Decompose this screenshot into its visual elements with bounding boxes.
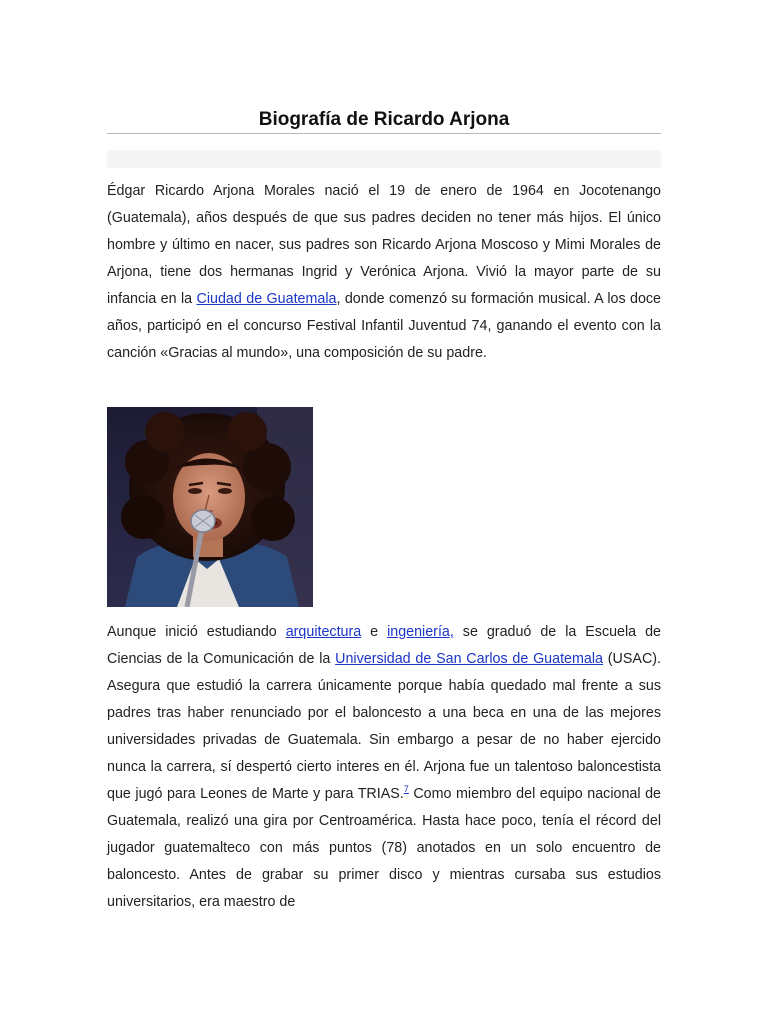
paragraph-text: se graduó de la Escuela de Ciencias de la Comunicación de la (107, 624, 661, 667)
link-arquitectura[interactable]: arquitectura (285, 624, 362, 640)
paragraph-text: , donde comenzó su formación musical. A los doce años, participó en el concurso Festival Infantil Juventud 74, ganando el evento con la canción «Gracias al mundo», una composición de su padre. (107, 291, 661, 361)
link-ingenieria[interactable]: ingeniería, (387, 624, 454, 640)
paragraph-text: e (361, 624, 388, 640)
ricardo-arjona-photo (107, 407, 313, 607)
page-title: Biografía de Ricardo Arjona (258, 109, 510, 130)
paragraph-text: (USAC). Asegura que estudió la carrera únicamente porque había quedado mal frente a sus padres tras haber renunciado por el baloncesto a una beca en una de las mejores universidades privadas de Guatemala. Sin embargo a pesar de no haber ejercido nunca la carrera, sí despertó cierto interes en él. Arjona fue un talentoso baloncestista que jugó para Leones de Marte y para TRIAS. (107, 651, 662, 802)
link-universidad-san-carlos[interactable]: Universidad de San Carlos de Guatemala (335, 651, 604, 667)
paragraph-text: Como miembro del equipo nacional de Guatemala, realizó una gira por Centroamérica. Hasta hace poco, tenía el récord del jugador guatemalteco con más puntos (78) anotados en un solo encuentro de baloncesto. Antes de grabar su primer disco y mientras cursaba sus estudios universitarios, era maestro de (107, 786, 661, 910)
gray-band (107, 150, 661, 168)
title-divider (107, 133, 661, 134)
paragraph-education (107, 619, 661, 916)
paragraph-text: Aunque inició estudiando (107, 624, 286, 640)
footnote-link[interactable]: 7 (403, 784, 409, 794)
link-ciudad-de-guatemala[interactable]: Ciudad de Guatemala (196, 291, 337, 307)
paragraph-early-life (107, 178, 661, 367)
paragraph-text: Édgar Ricardo Arjona Morales nació el 19 de enero de 1964 en Jocotenango (Guatemala), años después de que sus padres deciden no tener más hijos. El único hombre y último en nacer, sus padres son Ricardo Arjona Moscoso y Mimi Morales de Arjona, tiene dos hermanas Ingrid y Verónica Arjona. Vivió la mayor parte de su infancia en la (107, 183, 661, 307)
